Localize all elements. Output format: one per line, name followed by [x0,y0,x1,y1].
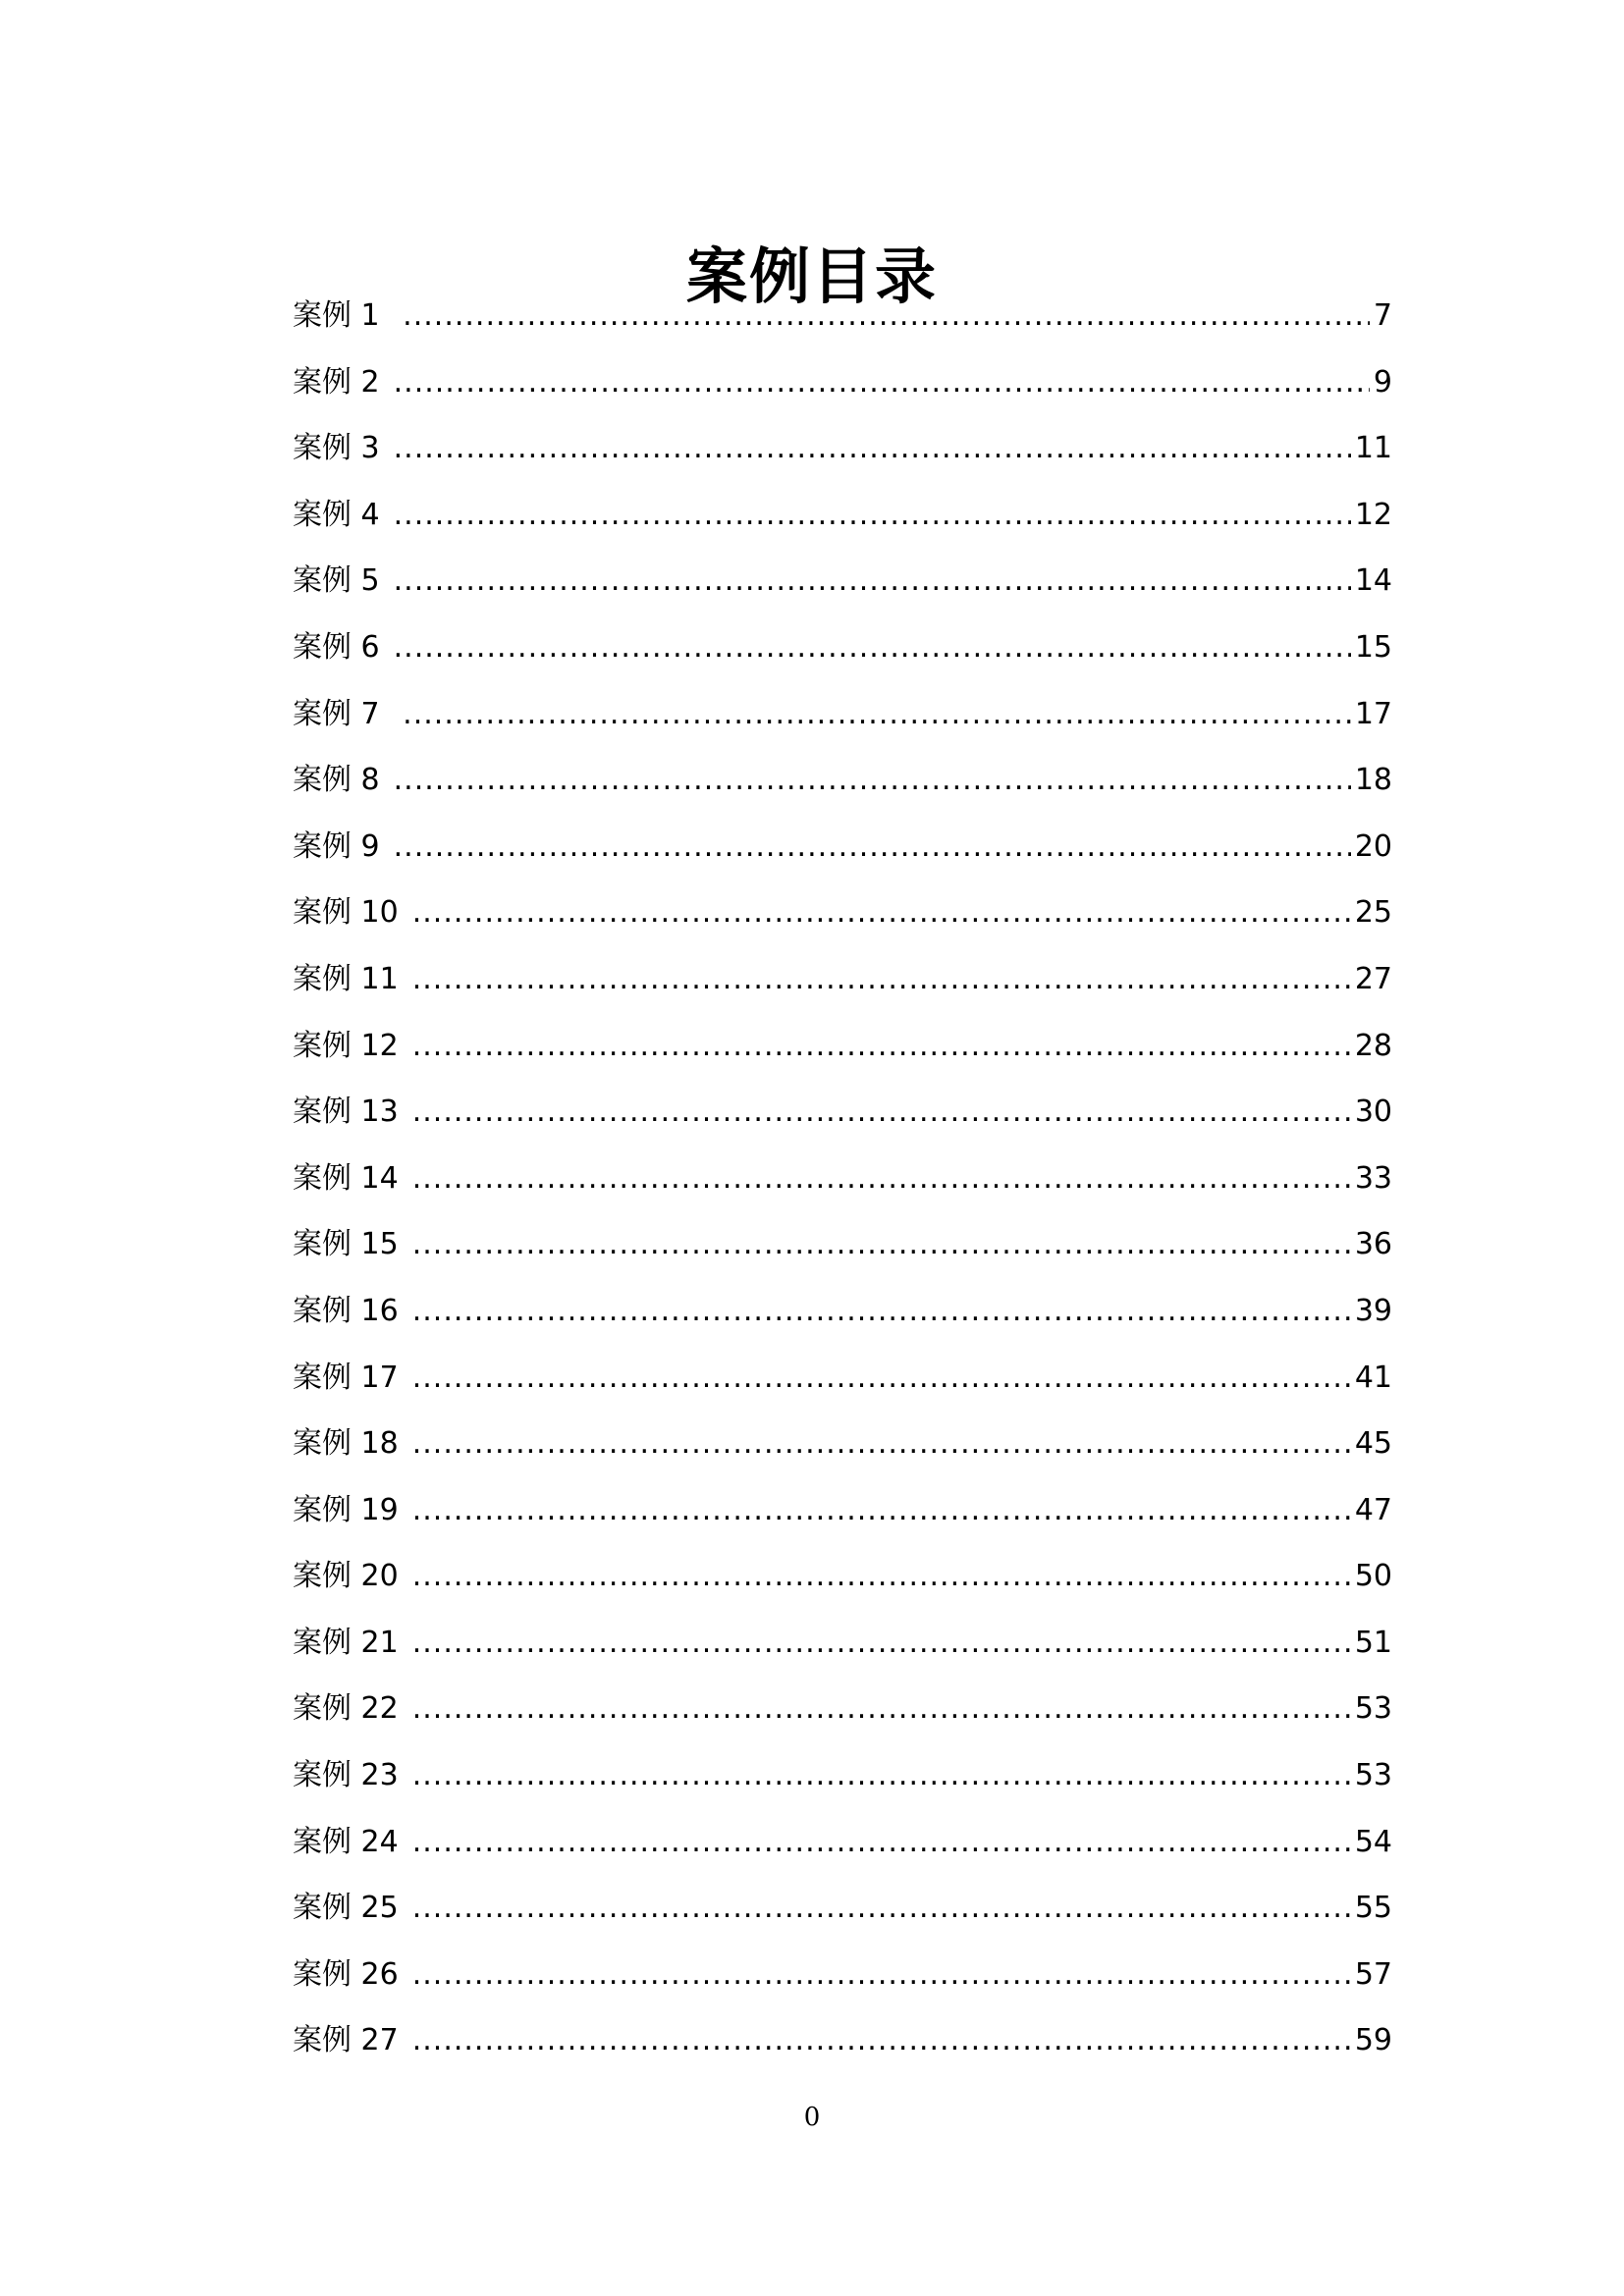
toc-entry-label: 案例 24 [293,1824,399,1859]
toc-entry-label: 案例 10 [293,895,399,931]
toc-entry-page: 15 [1354,629,1392,665]
toc-entry-page: 45 [1354,1426,1392,1462]
toc-entry-page: 12 [1354,497,1392,532]
toc-entry-page: 47 [1354,1492,1392,1527]
toc-entry[interactable] [293,1687,1392,1754]
toc-entry-page: 54 [1354,1824,1392,1859]
table-of-contents [293,294,1392,2086]
footer-page-number: 0 [803,2103,821,2132]
toc-entry-label: 案例 3 [293,431,380,466]
toc-dot-leader [412,1887,1351,1930]
toc-entry-label: 案例 11 [293,961,399,996]
toc-entry[interactable] [293,626,1392,693]
page-title: 案例目录 [685,240,938,312]
toc-entry-label: 案例 21 [293,1625,399,1660]
toc-entry-label: 案例 19 [293,1492,399,1527]
toc-entry[interactable] [293,1821,1392,1888]
toc-entry-label: 案例 27 [293,2023,399,2058]
toc-entry-page: 14 [1354,563,1392,599]
toc-entry-label: 案例 18 [293,1426,399,1462]
toc-entry[interactable] [293,294,1392,361]
toc-entry-label: 案例 1 [293,298,390,333]
toc-entry-label: 案例 2 [293,364,380,400]
toc-entry-page: 7 [1373,298,1392,333]
toc-dot-leader [412,1953,1351,1997]
toc-dot-leader [412,2019,1351,2062]
toc-dot-leader [412,891,1351,934]
toc-entry-page: 50 [1354,1559,1392,1594]
toc-entry-page: 41 [1354,1360,1392,1395]
toc-entry[interactable] [293,1622,1392,1688]
toc-entry-page: 27 [1354,961,1392,996]
toc-entry-label: 案例 12 [293,1028,399,1063]
toc-entry-label: 案例 7 [293,696,390,731]
toc-entry-page: 11 [1354,431,1392,466]
toc-entry-page: 33 [1354,1160,1392,1196]
toc-dot-leader [412,1622,1351,1665]
toc-entry[interactable] [293,1887,1392,1953]
toc-dot-leader [412,1157,1351,1201]
toc-entry-page: 30 [1354,1095,1392,1130]
toc-entry-page: 36 [1354,1227,1392,1262]
toc-entry[interactable] [293,2019,1392,2086]
toc-entry[interactable] [293,1223,1392,1290]
toc-entry-label: 案例 15 [293,1227,399,1262]
toc-entry-page: 57 [1354,1956,1392,1992]
toc-entry-page: 20 [1354,828,1392,864]
toc-entry-label: 案例 8 [293,763,380,798]
toc-entry[interactable] [293,560,1392,626]
toc-entry-page: 25 [1354,895,1392,931]
toc-dot-leader [412,1489,1351,1532]
toc-entry[interactable] [293,1157,1392,1224]
toc-entry[interactable] [293,891,1392,958]
toc-entry[interactable] [293,759,1392,826]
toc-entry[interactable] [293,1290,1392,1357]
toc-dot-leader [412,1025,1351,1068]
toc-entry-page: 17 [1354,696,1392,731]
toc-dot-leader [412,1290,1351,1333]
toc-dot-leader [412,1687,1351,1731]
toc-dot-leader [394,560,1351,603]
toc-dot-leader [394,494,1351,537]
toc-dot-leader [403,294,1370,338]
toc-dot-leader [412,1357,1351,1400]
toc-entry[interactable] [293,1025,1392,1092]
toc-entry[interactable] [293,1489,1392,1556]
toc-entry-page: 51 [1354,1625,1392,1660]
toc-entry-label: 案例 17 [293,1360,399,1395]
toc-entry-label: 案例 26 [293,1956,399,1992]
toc-dot-leader [394,826,1351,869]
toc-entry[interactable] [293,1555,1392,1622]
toc-dot-leader [412,958,1351,1001]
toc-entry[interactable] [293,1953,1392,2020]
toc-entry-label: 案例 9 [293,828,380,864]
toc-entry[interactable] [293,693,1392,760]
toc-dot-leader [412,1821,1351,1864]
toc-entry-label: 案例 23 [293,1758,399,1793]
toc-entry-page: 39 [1354,1293,1392,1328]
toc-dot-leader [394,759,1351,802]
toc-dot-leader [394,427,1351,470]
toc-entry-page: 59 [1354,2023,1392,2058]
toc-entry-page: 9 [1373,364,1392,400]
toc-entry-label: 案例 6 [293,629,380,665]
toc-entry[interactable] [293,1422,1392,1489]
toc-entry-page: 55 [1354,1891,1392,1926]
toc-entry-label: 案例 4 [293,497,380,532]
toc-dot-leader [412,1422,1351,1466]
toc-entry[interactable] [293,826,1392,892]
toc-dot-leader [403,693,1351,736]
toc-entry-label: 案例 25 [293,1891,399,1926]
toc-entry-label: 案例 16 [293,1293,399,1328]
toc-entry-label: 案例 22 [293,1691,399,1727]
toc-dot-leader [412,1555,1351,1598]
toc-entry[interactable] [293,494,1392,561]
toc-entry-label: 案例 5 [293,563,380,599]
toc-entry-page: 18 [1354,763,1392,798]
toc-entry[interactable] [293,361,1392,428]
toc-entry[interactable] [293,427,1392,494]
toc-entry[interactable] [293,1091,1392,1157]
toc-dot-leader [394,626,1351,669]
toc-dot-leader [412,1754,1351,1797]
toc-entry-label: 案例 20 [293,1559,399,1594]
toc-entry-page: 53 [1354,1691,1392,1727]
toc-entry[interactable] [293,1357,1392,1423]
toc-entry[interactable] [293,1754,1392,1821]
toc-dot-leader [412,1091,1351,1134]
toc-dot-leader [412,1223,1351,1266]
toc-entry[interactable] [293,958,1392,1025]
toc-dot-leader [394,361,1370,404]
toc-entry-page: 28 [1354,1028,1392,1063]
toc-entry-label: 案例 13 [293,1095,399,1130]
toc-entry-label: 案例 14 [293,1160,399,1196]
toc-entry-page: 53 [1354,1758,1392,1793]
